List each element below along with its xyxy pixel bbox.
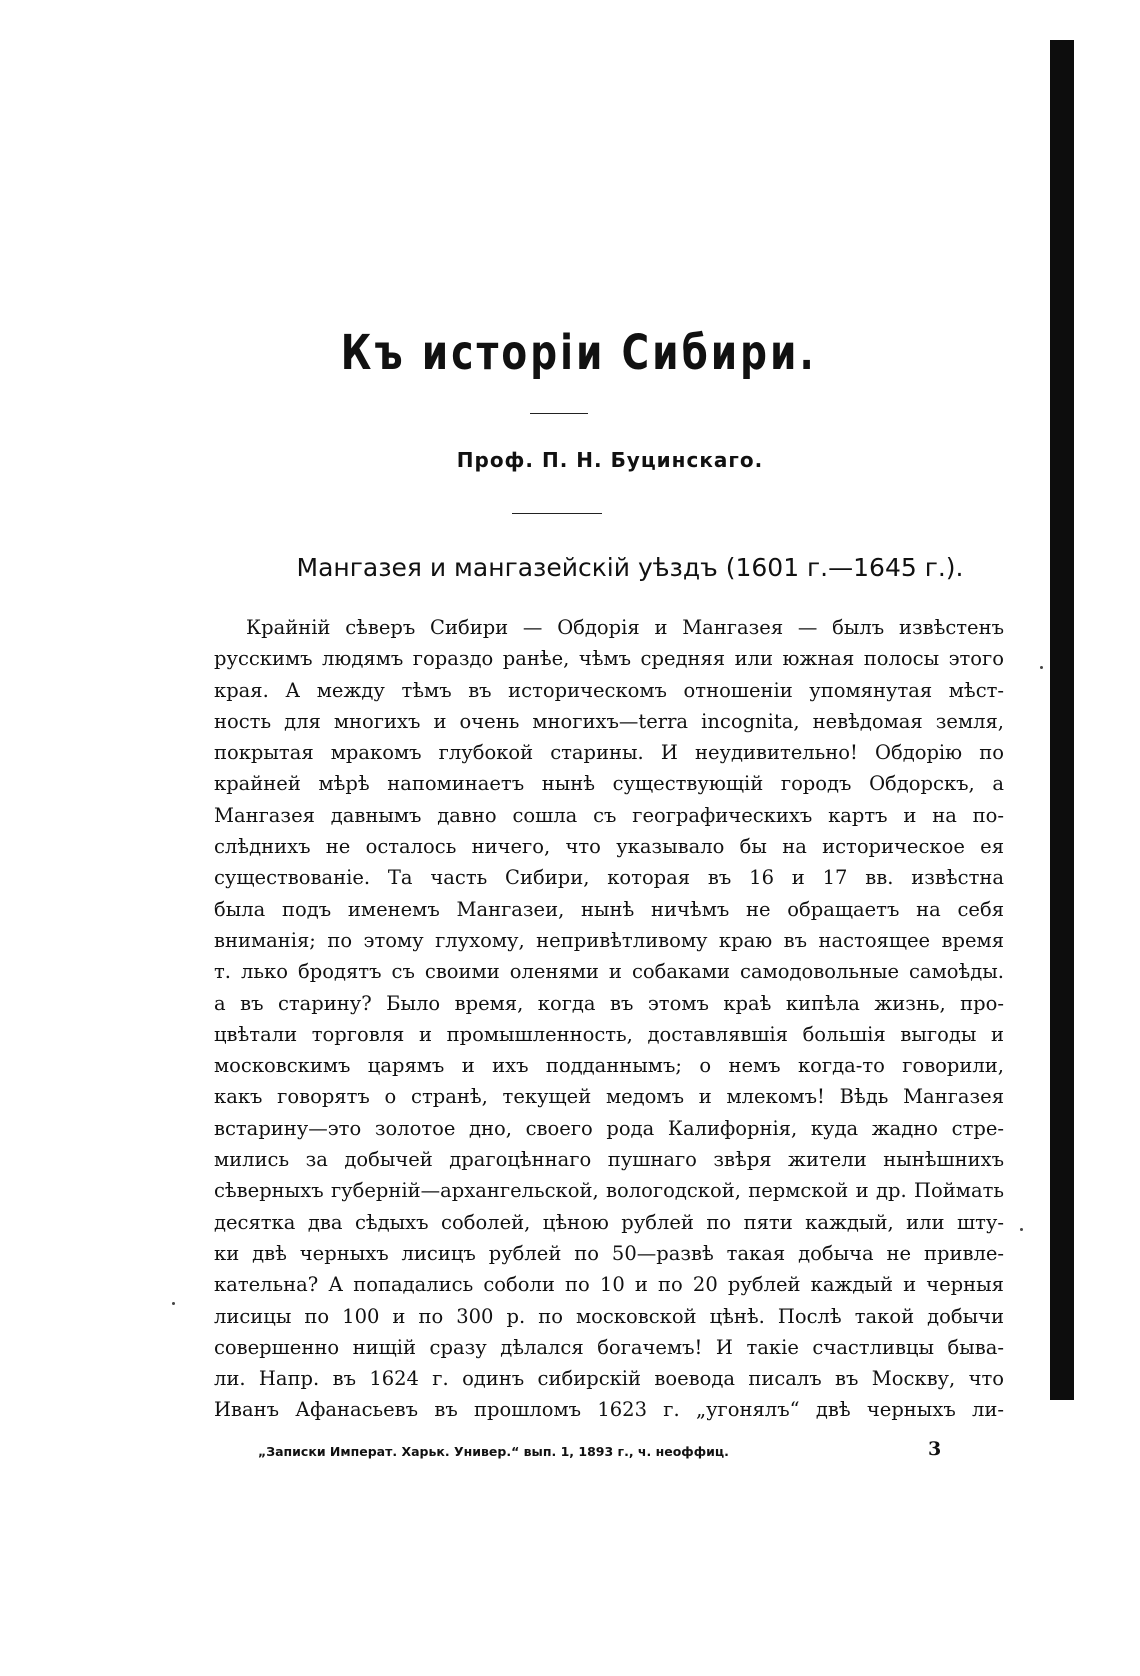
body-line: существованіе. Та часть Сибири, которая въ 16 и 17 вв. извѣстна: [214, 866, 1004, 890]
body-line: ность для многихъ и очень многихъ—terra incognita, невѣдомая земля,: [214, 709, 1004, 733]
body-line: Иванъ Афанасьевъ въ прошломъ 1623 г. „угонялъ“ двѣ черныхъ ли-: [214, 1398, 1004, 1422]
journal-footnote: „Записки Императ. Харьк. Универ.“ вып. 1, 1893 г., ч. неоффиц.: [258, 1444, 729, 1459]
body-line: мились за добычей драгоцѣннаго пушнаго звѣря жители нынѣшнихъ: [214, 1148, 1004, 1172]
body-line: русскимъ людямъ гораздо ранѣе, чѣмъ средняя или южная полосы этого: [214, 647, 1004, 671]
body-line: слѣднихъ не осталось ничего, что указывало бы на историческое ея: [214, 835, 1004, 859]
body-line: края. А между тѣмъ въ историческомъ отношеніи упомянутая мѣст-: [214, 678, 1004, 702]
author-line: Проф. П. Н. Буцинскаго.: [456, 448, 764, 472]
body-line: крайней мѣрѣ напоминаетъ нынѣ существующій городъ Обдорскъ, а: [214, 772, 1004, 796]
body-line: была подъ именемъ Мангазеи, нынѣ ничѣмъ не обращаетъ на себя: [214, 897, 1004, 921]
body-line: а въ старину? Было время, когда въ этомъ краѣ кипѣла жизнь, про-: [214, 991, 1004, 1015]
page-title: Къ исторіи Сибири.: [340, 325, 817, 381]
body-line: ли. Напр. въ 1624 г. одинъ сибирскій воевода писалъ въ Москву, что: [214, 1367, 1004, 1391]
body-line: какъ говорятъ о странѣ, текущей медомъ и млекомъ! Вѣдь Мангазея: [214, 1085, 1004, 1109]
body-line: цвѣтали торговля и промышленность, доставлявшія большія выгоды и: [214, 1022, 1004, 1046]
author-divider: [512, 513, 602, 514]
body-text: [214, 612, 1004, 1426]
scan-edge-bar: [1050, 40, 1074, 1400]
page-number: 3: [928, 1438, 942, 1460]
body-line: ки двѣ черныхъ лисицъ рублей по 50—развѣ такая добыча не привле-: [214, 1241, 1004, 1265]
body-line: т. лько бродятъ съ своими оленями и собаками самодовольные самоѣды.: [214, 960, 1004, 984]
title-divider: [530, 413, 588, 414]
body-line: сѣверныхъ губерній—архангельской, вологодской, пермской и др. Поймать: [214, 1179, 1004, 1203]
body-line: Мангазея давнымъ давно сошла съ географическихъ картъ и на по-: [214, 803, 1004, 827]
scan-speck: [1040, 666, 1043, 669]
body-line: совершенно нищій сразу дѣлался богачемъ! И такіе счастливцы быва-: [214, 1335, 1004, 1359]
body-line: кательна? А попадались соболи по 10 и по 20 рублей каждый и черныя: [214, 1273, 1004, 1297]
body-line: встарину—это золотое дно, своего рода Калифорнія, куда жадно стре-: [214, 1116, 1004, 1140]
body-line: Крайній сѣверъ Сибири — Обдорія и Мангазея — былъ извѣстенъ: [246, 616, 1004, 639]
body-line: покрытая мракомъ глубокой старины. И неудивительно! Обдорію по: [214, 741, 1004, 765]
body-line: московскимъ царямъ и ихъ подданнымъ; о немъ когда-то говорили,: [214, 1054, 1004, 1078]
body-line: лисицы по 100 и по 300 р. по московской цѣнѣ. Послѣ такой добычи: [214, 1304, 1004, 1328]
scan-speck: [1020, 1228, 1023, 1231]
body-line: десятка два сѣдыхъ соболей, цѣною рублей по пяти каждый, или шту-: [214, 1210, 1004, 1234]
body-line: вниманія; по этому глухому, непривѣтливому краю въ настоящее время: [214, 928, 1004, 952]
scan-speck: [172, 1302, 175, 1305]
section-subtitle: Мангазея и мангазейскій уѣздъ (1601 г.—1645 г.).: [296, 553, 964, 582]
